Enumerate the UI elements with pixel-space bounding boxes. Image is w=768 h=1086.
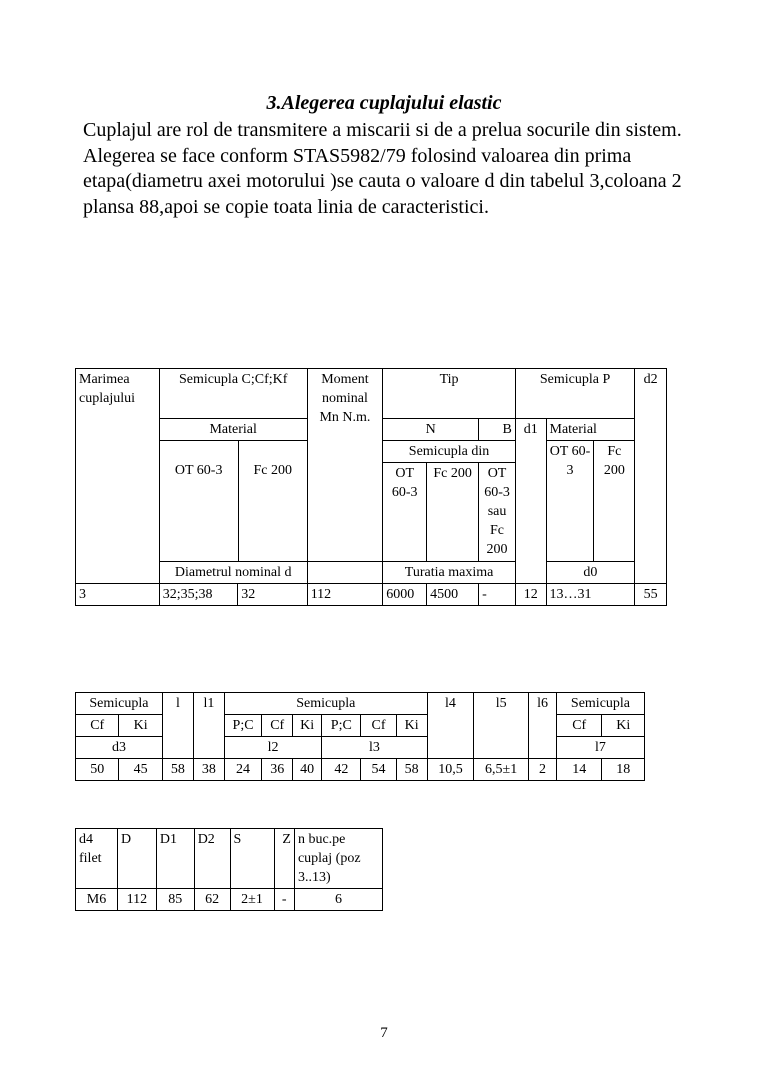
cell: 42 (322, 759, 361, 781)
cell: 6000 (383, 584, 427, 606)
table-row (76, 715, 645, 737)
marimea-header: Marimea cuplajului (76, 369, 160, 584)
table-row (76, 584, 667, 606)
cell: 6,5±1 (474, 759, 529, 781)
paragraph-2: Alegerea se face conform STAS5982/79 folosind valoarea din prima etapa(diametru axei motorului )se cauta o valoare d din tabelul 3,coloana 2 plansa 88,apoi se copie toata linia de caracteristici. (83, 144, 682, 218)
cell: 112 (117, 889, 156, 911)
D2-header: D2 (194, 829, 230, 889)
page-number: 7 (380, 1025, 388, 1041)
n-header: N (383, 419, 479, 441)
l-header: l (162, 693, 193, 759)
cell: 3 (76, 584, 160, 606)
cell: 18 (602, 759, 645, 781)
cell: 36 (262, 759, 293, 781)
d3-header: d3 (76, 737, 163, 759)
tip-fc-header: Fc 200 (427, 463, 479, 562)
semicupla-right-header: Semicupla (556, 693, 644, 715)
tip-ot-sau-header: OT 60-3 sau Fc 200 (479, 463, 516, 562)
cell: 112 (307, 584, 383, 606)
material-p-header: Material (546, 419, 635, 441)
coupling-table-1 (75, 368, 667, 606)
intro-text (83, 118, 703, 220)
D1-header: D1 (156, 829, 194, 889)
cell: 12 (515, 584, 546, 606)
pc-header: P;C (322, 715, 361, 737)
paragraph-1: Cuplajul are rol de transmitere a miscarii si de a prelua socurile din sistem. (83, 119, 682, 141)
cell: 55 (635, 584, 667, 606)
moment-header: Moment nominal Mn N.m. (307, 369, 383, 562)
table-row (76, 759, 645, 781)
d1-header: d1 (515, 419, 546, 584)
semicupla-din-header: Semicupla din (383, 441, 516, 463)
fc200-header: Fc 200 (253, 463, 292, 478)
cell: 50 (76, 759, 119, 781)
d2-header: d2 (635, 369, 667, 584)
l1-header: l1 (193, 693, 224, 759)
table-row (76, 369, 667, 419)
l2-header: l2 (224, 737, 321, 759)
cell: M6 (76, 889, 118, 911)
p-fc-header: Fc 200 (594, 441, 635, 562)
coupling-table-2 (75, 692, 645, 781)
table-row (76, 562, 667, 584)
cell: 32 (238, 584, 307, 606)
table-row (76, 829, 383, 889)
l7-header: l7 (556, 737, 644, 759)
semicupla-mid-header: Semicupla (224, 693, 427, 715)
tip-ot-header: OT 60-3 (383, 463, 427, 562)
semicupla-ckf-header: Semicupla C;Cf;Kf (159, 369, 307, 419)
cell: 85 (156, 889, 194, 911)
l5-header: l5 (474, 693, 529, 759)
l6-header: l6 (529, 693, 557, 759)
ki-header: Ki (396, 715, 427, 737)
cell: 58 (162, 759, 193, 781)
empty-cell (307, 562, 383, 584)
semicupla-header: Semicupla (76, 693, 163, 715)
coupling-table-3 (75, 828, 383, 911)
material-header: Material (159, 419, 307, 441)
cell: 62 (194, 889, 230, 911)
cell: 58 (396, 759, 427, 781)
b-header: B (479, 419, 516, 441)
cell: 45 (119, 759, 162, 781)
ot603-header: OT 60-3 (160, 441, 239, 561)
cf-header: Cf (556, 715, 602, 737)
cell: 4500 (427, 584, 479, 606)
cell: 24 (224, 759, 261, 781)
diametrul-header: Diametrul nominal d (159, 562, 307, 584)
cell: 40 (293, 759, 322, 781)
l3-header: l3 (322, 737, 428, 759)
material-sub (159, 441, 307, 562)
table-row (76, 693, 645, 715)
n-buc-header: n buc.pe cuplaj (poz 3..13) (294, 829, 382, 889)
cell: 10,5 (427, 759, 474, 781)
cf-header: Cf (76, 715, 119, 737)
cf-header: Cf (361, 715, 396, 737)
Z-header: Z (274, 829, 294, 889)
l4-header: l4 (427, 693, 474, 759)
tip-header: Tip (383, 369, 516, 419)
table-row (76, 737, 645, 759)
cell: 2±1 (230, 889, 274, 911)
cf-header: Cf (262, 715, 293, 737)
d0-header: d0 (546, 562, 635, 584)
S-header: S (230, 829, 274, 889)
cell: 54 (361, 759, 396, 781)
ki-header: Ki (293, 715, 322, 737)
cell: 13…31 (546, 584, 635, 606)
cell: 6 (294, 889, 382, 911)
section-title: 3.Alegerea cuplajului elastic (266, 92, 502, 114)
cell: 32;35;38 (159, 584, 238, 606)
p-ot-header: OT 60-3 (546, 441, 594, 562)
turatia-header: Turatia maxima (383, 562, 516, 584)
semicupla-p-header: Semicupla P (515, 369, 634, 419)
cell: 38 (193, 759, 224, 781)
cell: - (274, 889, 294, 911)
table-row (76, 889, 383, 911)
cell: 2 (529, 759, 557, 781)
ki-header: Ki (602, 715, 645, 737)
cell: 14 (556, 759, 602, 781)
ki-header: Ki (119, 715, 162, 737)
d4-header: d4 filet (76, 829, 118, 889)
D-header: D (117, 829, 156, 889)
cell: - (479, 584, 516, 606)
pc-header: P;C (224, 715, 261, 737)
